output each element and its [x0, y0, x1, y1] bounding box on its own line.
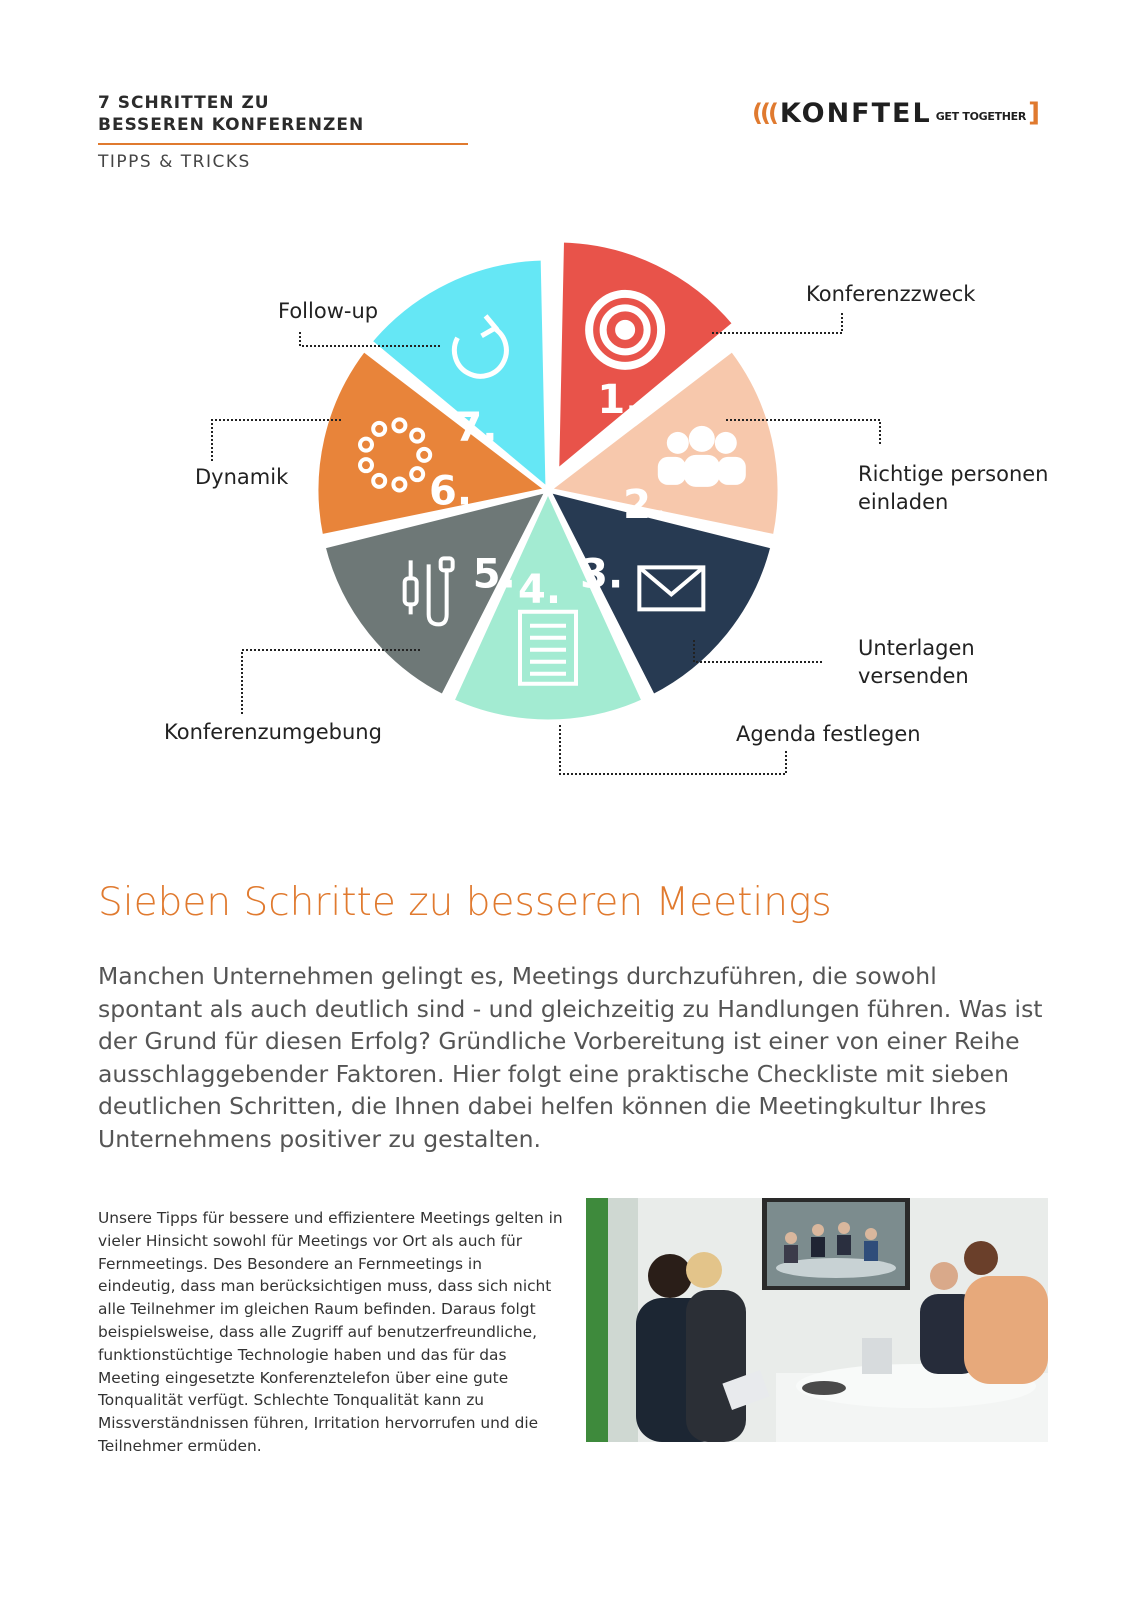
logo-tagline: GET TOGETHER	[935, 109, 1027, 123]
meeting-photo	[586, 1198, 1048, 1442]
target-icon	[589, 294, 661, 366]
logo-bracket: ]	[1028, 98, 1040, 128]
main-headline: Sieben Schritte zu besseren Meetings	[98, 880, 832, 925]
label-konferenzzweck: Konferenzzweck	[806, 282, 976, 306]
label-line: Richtige personen	[858, 462, 1049, 486]
step-number-3: 3.	[580, 551, 624, 598]
label-line: versenden	[858, 664, 969, 688]
label-line: einladen	[858, 490, 949, 514]
step-number-1: 1.	[597, 377, 641, 424]
step-number-6: 6.	[429, 468, 473, 515]
step-number-4: 4.	[517, 567, 562, 614]
lead-paragraph: Manchen Unternehmen gelingt es, Meetings durchzuführen, die sowohl spontant als auch deutlich sind - und gleichzeitig zu Handlungen führen. Was ist der Grund für diesen Erfolg? Gründliche Vorbereitung ist einer von einer Reihe ausschlaggebender Faktoren. Hier folgt eine praktische Checkliste mit sieben deutlichen Schritten, die Ihnen dabei helfen können die Meetingkultur Ihres Unternehmens positiver zu gestalten.	[98, 962, 1043, 1153]
label-unterlagen	[858, 634, 975, 690]
document-subtitle: TIPPS & TRICKS	[98, 152, 251, 172]
logo-brand: KONFTEL	[779, 97, 932, 129]
label-line: Unterlagen	[858, 636, 975, 660]
label-dynamik: Dynamik	[195, 465, 289, 489]
label-richtige-personen	[858, 460, 1049, 516]
label-follow-up: Follow-up	[278, 299, 379, 323]
label-agenda: Agenda festlegen	[736, 722, 921, 746]
step-number-5: 5.	[472, 551, 516, 598]
title-line-1: 7 SCHRITTEN ZU	[98, 93, 270, 113]
step-number-2: 2.	[623, 482, 667, 529]
step-number-7: 7.	[454, 404, 498, 451]
sound-waves-icon: (((	[752, 99, 776, 127]
body-paragraph: Unsere Tipps für bessere und effizientere Meetings gelten in vieler Hinsicht sowohl für Meetings vor Ort als auch für Fernmeetings. Des Besondere an Fernmeetings in eindeutig, dass man berücksichtigen muss, dass sich nicht alle Teilnehmer im gleichen Raum befinden. Daraus folgt beispielsweise, dass alle Zugriff auf benutzerfreundliche, funktionstüchtige Technologie haben und das für das Meeting eingesetzte Konferenztelefon über eine gute Tonqualität verfügt. Schlechte Tonqualität kann zu Missverständnissen führen, Irritation hervorrufen und die Teilnehmer ermüden.	[98, 1209, 563, 1455]
title-line-2: BESSEREN KONFERENZEN	[98, 115, 365, 135]
label-konferenzumgebung: Konferenzumgebung	[164, 720, 382, 744]
